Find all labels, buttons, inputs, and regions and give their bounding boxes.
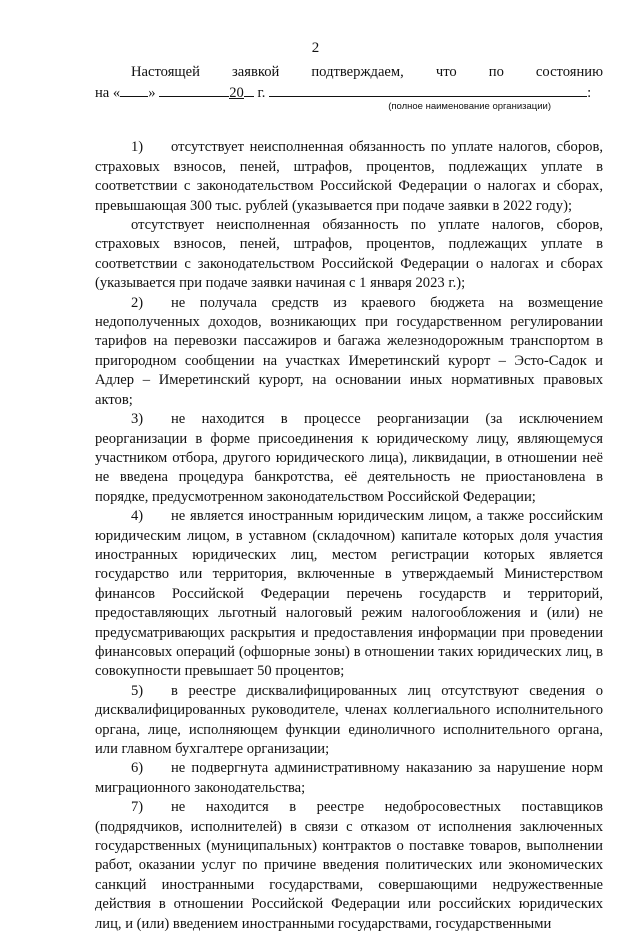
item-text: отсутствует неисполненная обязанность по уплате налогов, сборов, страховых взносов, пеней, штрафов, процентов, подлежащих уплате в соответствии с законодательством Российской Федерации о налогах и сборах (указывается при подаче заявки начиная с 1 января 2023 г.); [95,217,603,292]
date-prefix: на « [95,85,121,102]
item-number: 5) [131,682,144,699]
conditions-list [95,138,603,934]
list-item [95,294,603,410]
list-item [95,216,603,294]
item-text: отсутствует неисполненная обязанность по уплате налогов, сборов, страховых взносов, пеней, штрафов, процентов, подлежащих уплате в соответствии с законодательством Российской Федерации о налогах и сборах, превышающая 300 тыс. рублей (указывается при подаче заявки в 2022 году); [95,139,603,214]
item-text: не получала средств из краевого бюджета на возмещение недополученных доходов, возникающих при государственном регулировании тарифов на перевозки пассажиров и багажа железнодорожным транспортом в пригородном сообщении на участках Имеретинский курорт – Эсто-Садок и Адлер – Имеретинский курорт, на основании иных нормативных правовых актов; [95,294,603,408]
list-item [95,759,603,798]
organization-name-caption: (полное наименование организации) [388,101,551,113]
page-number: 2 [311,40,320,56]
item-number: 7) [131,799,144,816]
item-text: не находится в реестре недобросовестных поставщиков (подрядчиков, исполнителей) в связи с отказом от исполнения заключенных государственных (муниципальных) контрактов о поставке товаров, выполнении работ, оказании услуг по причине введения политических или экономических санкций иностранными государствами, совершающими недружественные действия в отношении Российской Федерации или российских юридических лиц, и (или) введением иностранными государствами, государственными [95,799,603,932]
date-suffix: г. [257,85,266,102]
date-year: 20 [229,85,244,102]
item-number: 1) [131,139,144,156]
day-blank [120,82,148,97]
item-text: не находится в процессе реорганизации (за исключением реорганизации в форме присоединения к юридическому лицу, являющемуся участником отбора, другого юридического лица), ликвидации, в отношении неё не введена процедура банкротства, её деятельность не приостановлена в порядке, предусмотренном законодательством Российской Федерации; [95,411,603,505]
intro-text: Настоящей заявкой подтверждаем, что по состоянию [131,64,603,80]
month-blank [159,82,229,97]
item-text: не подвергнута административному наказанию за нарушение норм миграционного законодательства; [95,760,603,796]
date-line [95,82,603,101]
item-text: не является иностранным юридическим лицом, а также российским юридическим лицом, в уставном (складочном) капитале которых доля участия иностранных юридических лиц, местом регистрации которых является государство или территория, включенные в утверждаемый Министерством финансов Российской Федерации перечень государств и территорий, предоставляющих льготный налоговый режим налогообложения и (или) не предусматривающих раскрытия и предоставления информации при проведении финансовых операций (офшорные зоны) в отношении таких юридических лиц, в совокупности превышает 50 процентов; [95,508,603,680]
item-number: 3) [131,411,144,428]
date-mid: » [148,85,156,102]
item-number: 6) [131,760,144,777]
item-number: 2) [131,294,144,311]
item-number: 4) [131,508,144,525]
document-body [95,63,603,934]
year-blank [244,82,254,97]
list-item [95,682,603,760]
list-item [95,798,603,934]
colon: : [587,85,592,102]
list-item [95,507,603,682]
item-text: в реестре дисквалифицированных лиц отсутствуют сведения о дисквалифицированных руководителе, членах коллегиального исполнительного органа, лице, исполняющем функции единоличного исполнительного органа, или главном бухгалтере организации; [95,682,603,757]
list-item [95,138,603,216]
organization-name-blank [269,82,587,97]
list-item [95,410,603,507]
